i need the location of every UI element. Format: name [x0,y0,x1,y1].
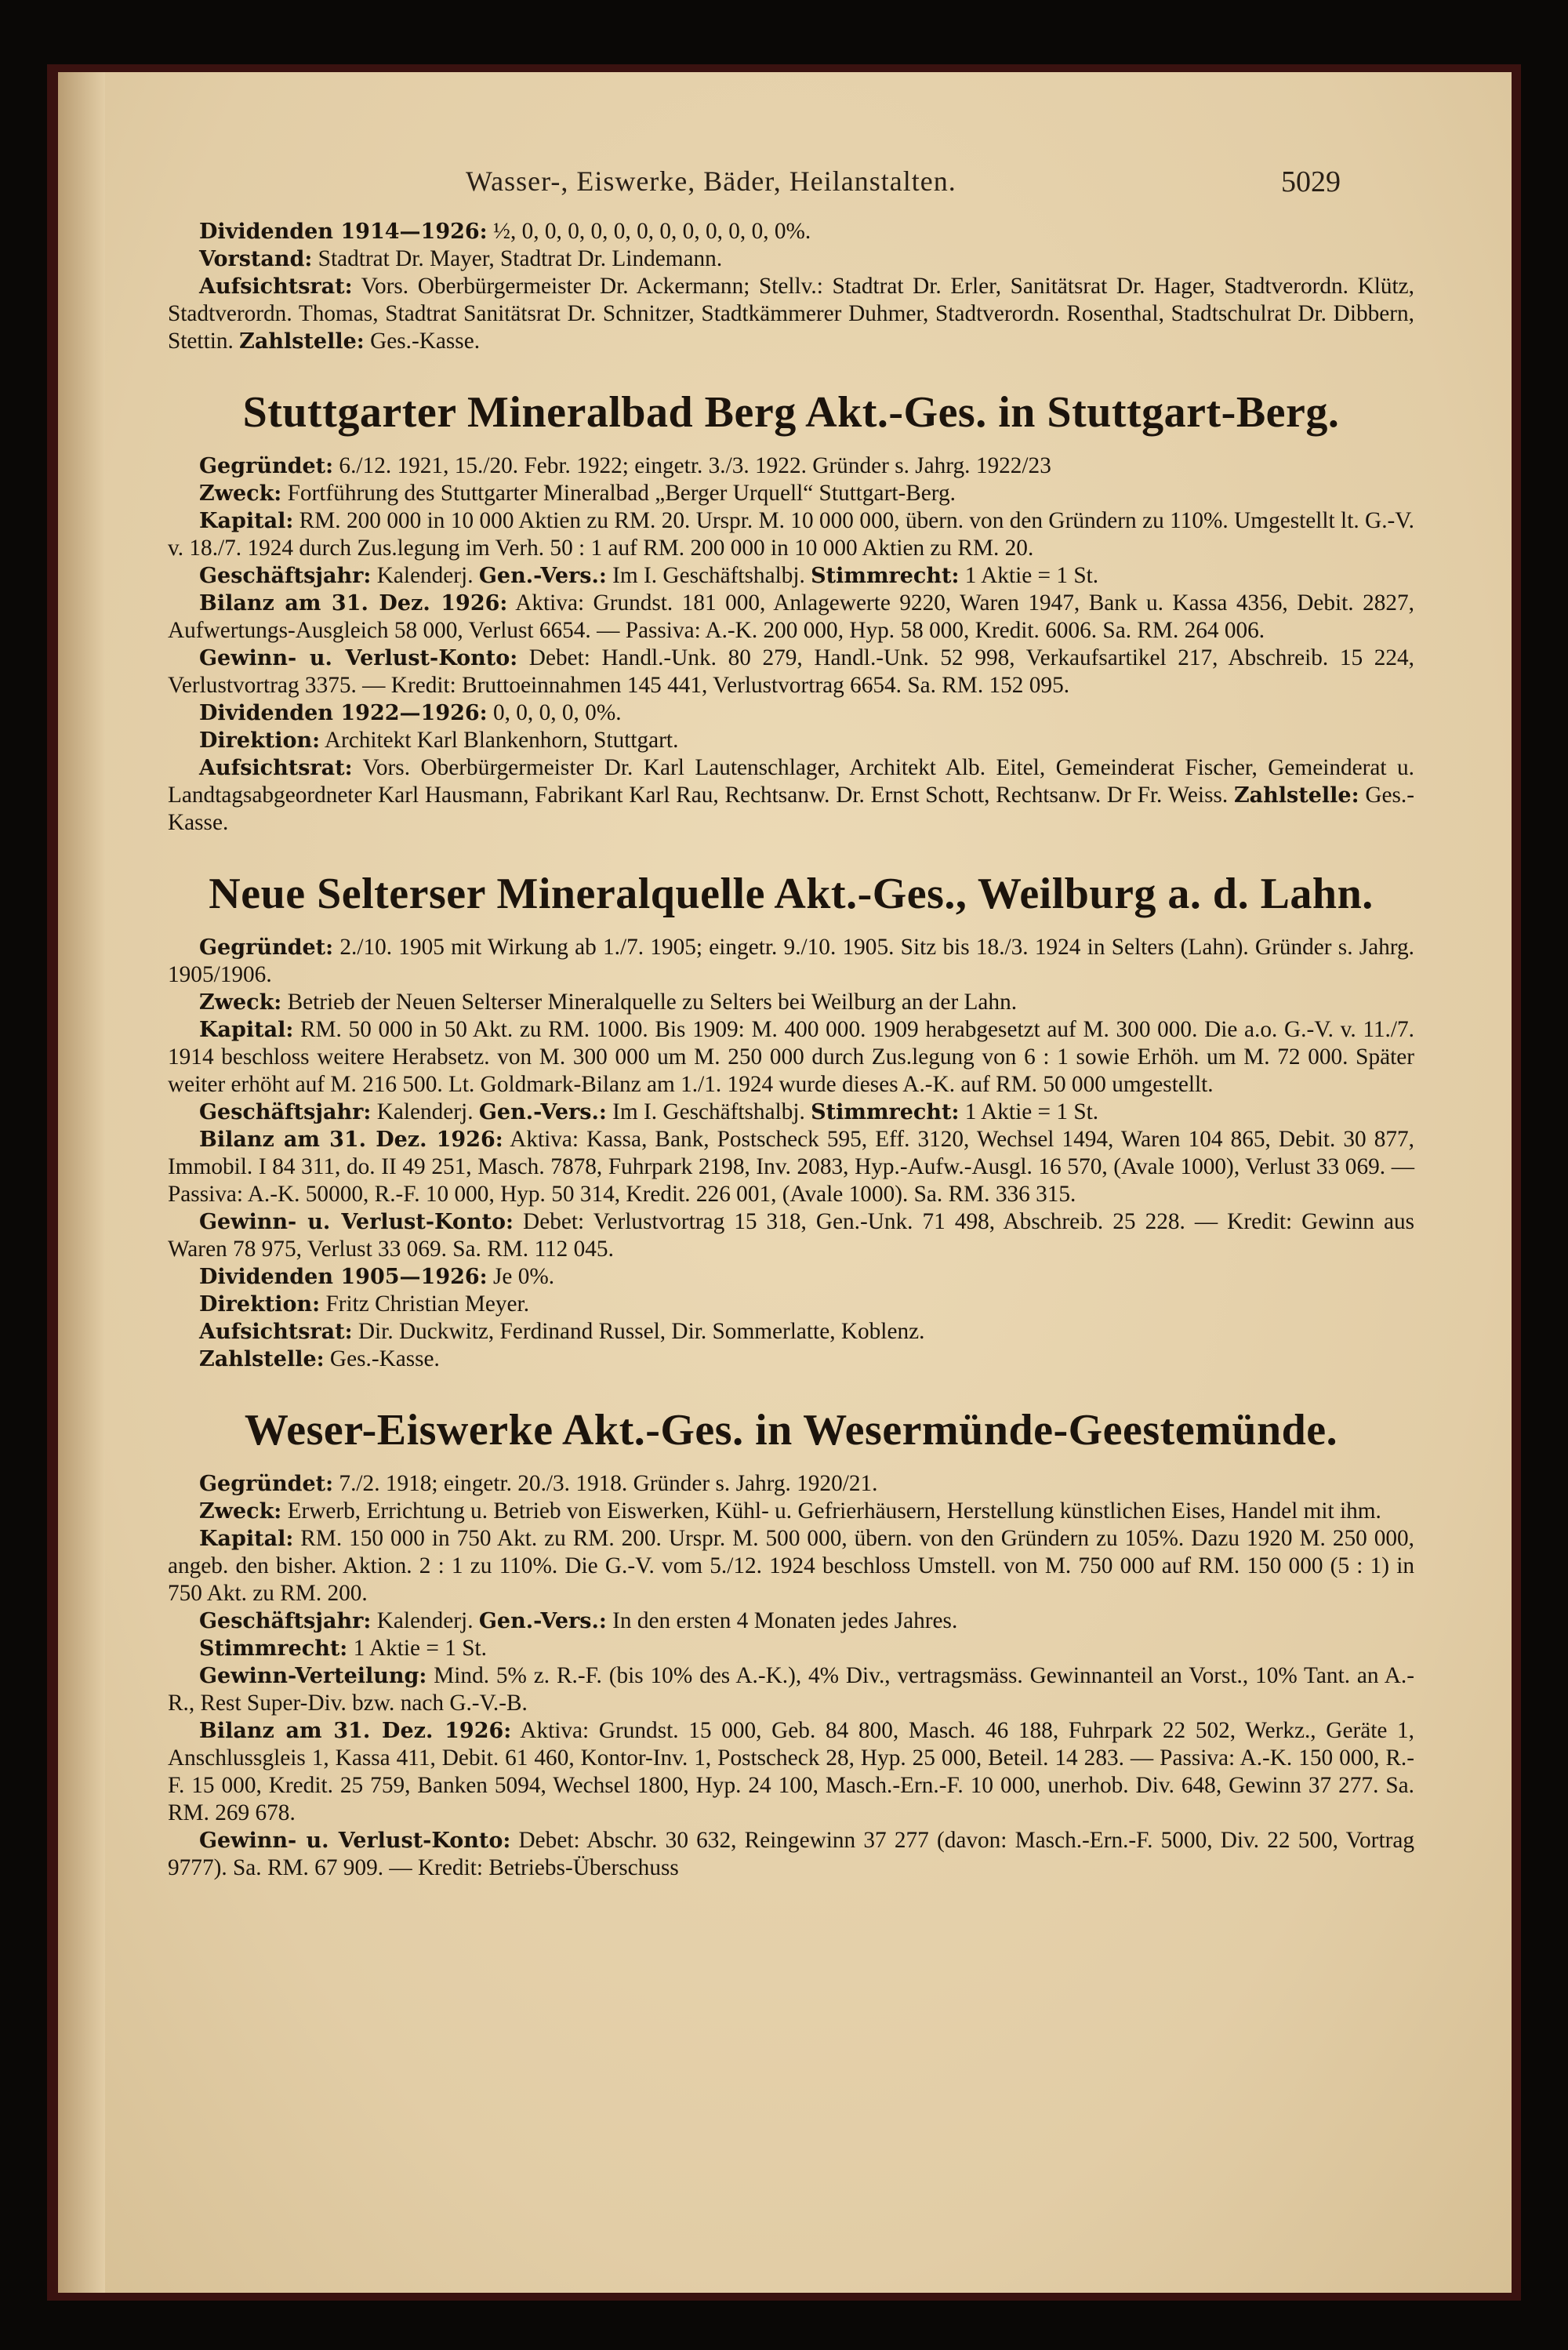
entry-label: Aufsichtsrat: [199,274,353,299]
entry-paragraph [168,1263,1414,1291]
entry-text: ½, 0, 0, 0, 0, 0, 0, 0, 0, 0, 0, 0, 0%. [487,219,811,244]
entry-text: Dir. Duckwitz, Ferdinand Russel, Dir. Sommerlatte, Koblenz. [352,1319,925,1344]
entry-label: Gewinn-Verteilung: [199,1664,427,1688]
entry-label: Aufsichtsrat: [199,1320,353,1344]
entry-paragraph [168,1346,1414,1373]
entry-text: Fortführung des Stuttgarter Mineralbad „Berger Urquell“ Stuttgart-Berg. [281,481,956,506]
company-title: Stuttgarter Mineralbad Berg Akt.-Ges. in Stuttgart-Berg. [242,388,1340,437]
entry-paragraph [168,1318,1414,1346]
entry-label: Kapital: [199,1018,294,1042]
entry-label: Gegründet: [199,454,334,478]
entry-paragraph [168,1717,1414,1827]
entry-label: Dividenden 1922—1926: [199,701,488,725]
entry-text: Ges.-Kasse. [364,329,481,354]
company-section [168,1403,1414,1882]
entry-text: Aktiva: Kassa, Bank, Postscheck 595, Eff. 3120, Wechsel 1494, Waren 104 865, Debit. 30 877, Immobil. I 84 311, do. II 49 251, Masch. 7878, Fuhrpark 2198, Inv. 2083, Hyp.-Aufw.-Ausgl. 16 570, (Avale 1000), Verlust 33 069. — Passiva: A.-K. 50000, R.-F. 10 000, Hyp. 50 314, Kredit. 226 001, (Avale 1000). Sa. RM. 336 315. [168,1127,1414,1207]
company-section [168,385,1414,837]
entry-text: Betrieb der Neuen Selterser Mineralquelle zu Selters bei Weilburg an der Lahn. [281,990,1018,1015]
entry-label: Zahlstelle: [199,1347,325,1371]
entry-text: Kalenderj. [371,1608,479,1633]
entry-label: Kapital: [199,1527,294,1551]
text-block [168,218,1414,1882]
page-gutter [58,72,105,2293]
entry-label: Bilanz am 31. Dez. 1926: [199,1128,503,1152]
entry-paragraph [168,1470,1414,1498]
page-number: 5029 [1281,165,1341,198]
running-title: Wasser-, Eiswerke, Bäder, Heilanstalten. [466,165,956,197]
entry-label: Zahlstelle: [1233,783,1359,808]
entry-text: 6./12. 1921, 15./20. Febr. 1922; eingetr. 3./3. 1922. Gründer s. Jahrg. 1922/23 [333,453,1051,478]
book-page [58,72,1512,2293]
entry-text: In den ersten 4 Monaten jedes Jahres. [606,1608,958,1633]
entry-label: Dividenden 1914—1926: [199,220,488,244]
entry-text: RM. 150 000 in 750 Akt. zu RM. 200. Urspr. M. 500 000, übern. von den Gründern zu 105%. Dazu 1920 M. 250 000, angeb. den bisher. Aktion. 2 : 1 zu 110%. Die G.-V. vom 5./12. 1924 beschloss Umstell. von M. 750 000 auf RM. 150 000 (5 : 1) in 750 Akt. zu RM. 200. [168,1526,1414,1606]
entry-paragraph [168,727,1414,754]
entry-text: Debet: Abschr. 30 632, Reingewinn 37 277 (davon: Masch.-Ern.-F. 5000, Div. 22 500, Vortrag 9777). Sa. RM. 67 909. — Kredit: Betriebs-Überschuss [168,1828,1414,1880]
entry-paragraph [168,1827,1414,1882]
entry-text: Kalenderj. [371,563,479,588]
entry-text: Ges.-Kasse. [324,1346,440,1371]
entry-paragraph [168,273,1414,355]
entry-paragraph [168,934,1414,989]
entry-text: Mind. 5% z. R.-F. (bis 10% des A.-K.), 4% Div., vertragsmäss. Gewinnanteil an Vorst., 10% Tant. an A.-R., Rest Super-Div. bzw. nach G.-V.-B. [168,1663,1414,1716]
entry-label: Gewinn- u. Verlust-Konto: [199,646,518,670]
company-title: Weser-Eiswerke Akt.-Ges. in Wesermünde-Geestemünde. [244,1406,1338,1455]
company-section [168,866,1414,1373]
entry-paragraph [168,507,1414,562]
entry-text: Debet: Verlustvortrag 15 318, Gen.-Unk. 71 498, Abschreib. 25 228. — Kredit: Gewinn aus Waren 78 975, Verlust 33 069. Sa. RM. 112 045. [168,1209,1414,1262]
entry-paragraph [168,245,1414,273]
entry-paragraph [168,1291,1414,1318]
entry-paragraph [168,480,1414,507]
entry-text: 7./2. 1918; eingetr. 20./3. 1918. Gründer s. Jahrg. 1920/21. [333,1471,878,1496]
entry-text: Im I. Geschäftshalbj. [606,563,811,588]
entry-paragraph [168,989,1414,1016]
entry-paragraph [168,1099,1414,1126]
entry-text: 0, 0, 0, 0, 0%. [487,700,622,725]
entry-paragraph [168,1126,1414,1208]
entry-label: Gegründet: [199,935,334,960]
entry-paragraph [168,699,1414,727]
entry-label: Gewinn- u. Verlust-Konto: [199,1210,514,1234]
entry-text: Debet: Handl.-Unk. 80 279, Handl.-Unk. 52 998, Verkaufsartikel 217, Abschreib. 15 224, Verlustvortrag 3375. — Kredit: Bruttoeinnahmen 145 441, Verlustvortrag 6654. Sa. RM. 152 095. [168,645,1414,698]
entry-paragraph [168,1016,1414,1099]
entry-label: Aufsichtsrat: [199,756,353,780]
entry-label: Gen.-Vers.: [478,1609,607,1633]
entry-text: Erwerb, Errichtung u. Betrieb von Eiswerken, Kühl- u. Gefrierhäusern, Herstellung künstlichen Eises, Handel mit ihm. [281,1498,1381,1524]
entry-text: Stadtrat Dr. Mayer, Stadtrat Dr. Lindemann. [312,246,723,271]
entry-label: Zweck: [199,481,282,506]
entry-label: Dividenden 1905—1926: [199,1265,488,1289]
entry-label: Zweck: [199,990,282,1015]
entry-paragraph [168,645,1414,699]
entry-label: Geschäftsjahr: [199,564,372,588]
entry-text: RM. 200 000 in 10 000 Aktien zu RM. 20. Urspr. M. 10 000 000, übern. von den Gründern zu 110%. Umgestellt lt. G.-V. v. 18./7. 1924 durch Zus.legung im Verh. 50 : 1 auf RM. 200 000 in 10 000 Aktien zu RM. 20. [168,508,1414,561]
entry-text: Fritz Christian Meyer. [320,1291,530,1317]
entry-label: Direktion: [199,1292,321,1317]
company-section [168,218,1414,355]
entry-label: Bilanz am 31. Dez. 1926: [199,1719,512,1743]
entry-label: Direktion: [199,728,321,753]
entry-text: Je 0%. [487,1264,555,1289]
entry-label: Geschäftsjahr: [199,1100,372,1124]
entry-text: Im I. Geschäftshalbj. [606,1099,811,1124]
entry-label: Vorstand: [199,247,313,271]
entry-paragraph [168,754,1414,837]
entry-paragraph [168,1525,1414,1607]
entry-paragraph [168,1498,1414,1525]
entry-text: Vors. Oberbürgermeister Dr. Karl Lautenschlager, Architekt Alb. Eitel, Gemeinderat Fischer, Gemeinderat u. Landtagsabgeordneter Karl Hausmann, Fabrikant Karl Rau, Rechtsanw. Dr. Ernst Schott, Rechtsanw. Dr Fr. Weiss. [168,755,1414,808]
entry-text: 2./10. 1905 mit Wirkung ab 1./7. 1905; eingetr. 9./10. 1905. Sitz bis 18./3. 1924 in Selters (Lahn). Gründer s. Jahrg. 1905/1906. [168,935,1414,987]
entry-label: Kapital: [199,509,294,533]
entry-text: Vors. Oberbürgermeister Dr. Ackermann; Stellv.: Stadtrat Dr. Erler, Sanitätsrat Dr. Hager, Stadtverordn. Klütz, Stadtverordn. Thomas, Stadtrat Sanitätsrat Dr. Schnitzer, Stadtkämmerer Duhmer, Stadtverordn. Rosenthal, Stadtschulrat Dr. Dibbern, Stettin. [168,274,1414,354]
entry-text: Aktiva: Grundst. 181 000, Anlagewerte 9220, Waren 1947, Bank u. Kassa 4356, Debit. 2827, Aufwertungs-Ausgleich 58 000, Verlust 6654. — Passiva: A.-K. 200 000, Hyp. 58 000, Kredit. 6006. Sa. RM. 264 006. [168,590,1414,643]
company-title: Neue Selterser Mineralquelle Akt.-Ges., Weilburg a. d. Lahn. [209,870,1374,918]
entry-label: Bilanz am 31. Dez. 1926: [199,591,508,616]
entry-label: Gen.-Vers.: [478,1100,607,1124]
entry-label: Gen.-Vers.: [478,564,607,588]
entry-text: 1 Aktie = 1 St. [959,563,1099,588]
running-head [58,165,1512,204]
entry-text: 1 Aktie = 1 St. [347,1636,487,1661]
entry-paragraph [168,218,1414,245]
entry-text: RM. 50 000 in 50 Akt. zu RM. 1000. Bis 1909: M. 400 000. 1909 herabgesetzt auf M. 300 000. Die a.o. G.-V. v. 11./7. 1914 beschloss weitere Herabsetz. von M. 300 000 um M. 250 000 durch Zus.legung von 6 : 1 sowie Erhöh. um M. 72 000. Später weiter erhöht auf M. 216 500. Lt. Goldmark-Bilanz am 1./1. 1924 wurde dieses A.-K. auf RM. 50 000 umgestellt. [168,1017,1414,1097]
entry-label: Gewinn- u. Verlust-Konto: [199,1829,511,1853]
entry-label: Zahlstelle: [239,329,365,354]
entry-text: Ges.-Kasse. [168,783,1414,835]
entry-paragraph [168,590,1414,645]
entry-paragraph [168,1635,1414,1662]
entry-label: Zweck: [199,1499,282,1524]
entry-text: 1 Aktie = 1 St. [959,1099,1099,1124]
entry-text: Aktiva: Grundst. 15 000, Geb. 84 800, Masch. 46 188, Fuhrpark 22 502, Werkz., Geräte 1, Anschlussgleis 1, Kassa 411, Debit. 61 460, Kontor-Inv. 1, Postscheck 28, Hyp. 25 000, Beteil. 14 283. — Passiva: A.-K. 150 000, R.-F. 15 000, Kredit. 25 759, Banken 5094, Wechsel 1800, Hyp. 24 100, Masch.-Ern.-F. 10 000, unerhob. Div. 648, Gewinn 37 277. Sa. RM. 269 678. [168,1718,1414,1825]
entry-label: Stimmrecht: [811,1100,960,1124]
entry-label: Stimmrecht: [811,564,960,588]
entry-paragraph [168,1662,1414,1717]
entry-text: Kalenderj. [371,1099,479,1124]
entry-label: Geschäftsjahr: [199,1609,372,1633]
entry-paragraph [168,1208,1414,1263]
entry-paragraph [168,1607,1414,1635]
entry-label: Stimmrecht: [199,1636,348,1661]
entry-text: Architekt Karl Blankenhorn, Stuttgart. [320,728,679,753]
entry-paragraph [168,562,1414,590]
entry-label: Gegründet: [199,1472,334,1496]
entry-paragraph [168,452,1414,480]
